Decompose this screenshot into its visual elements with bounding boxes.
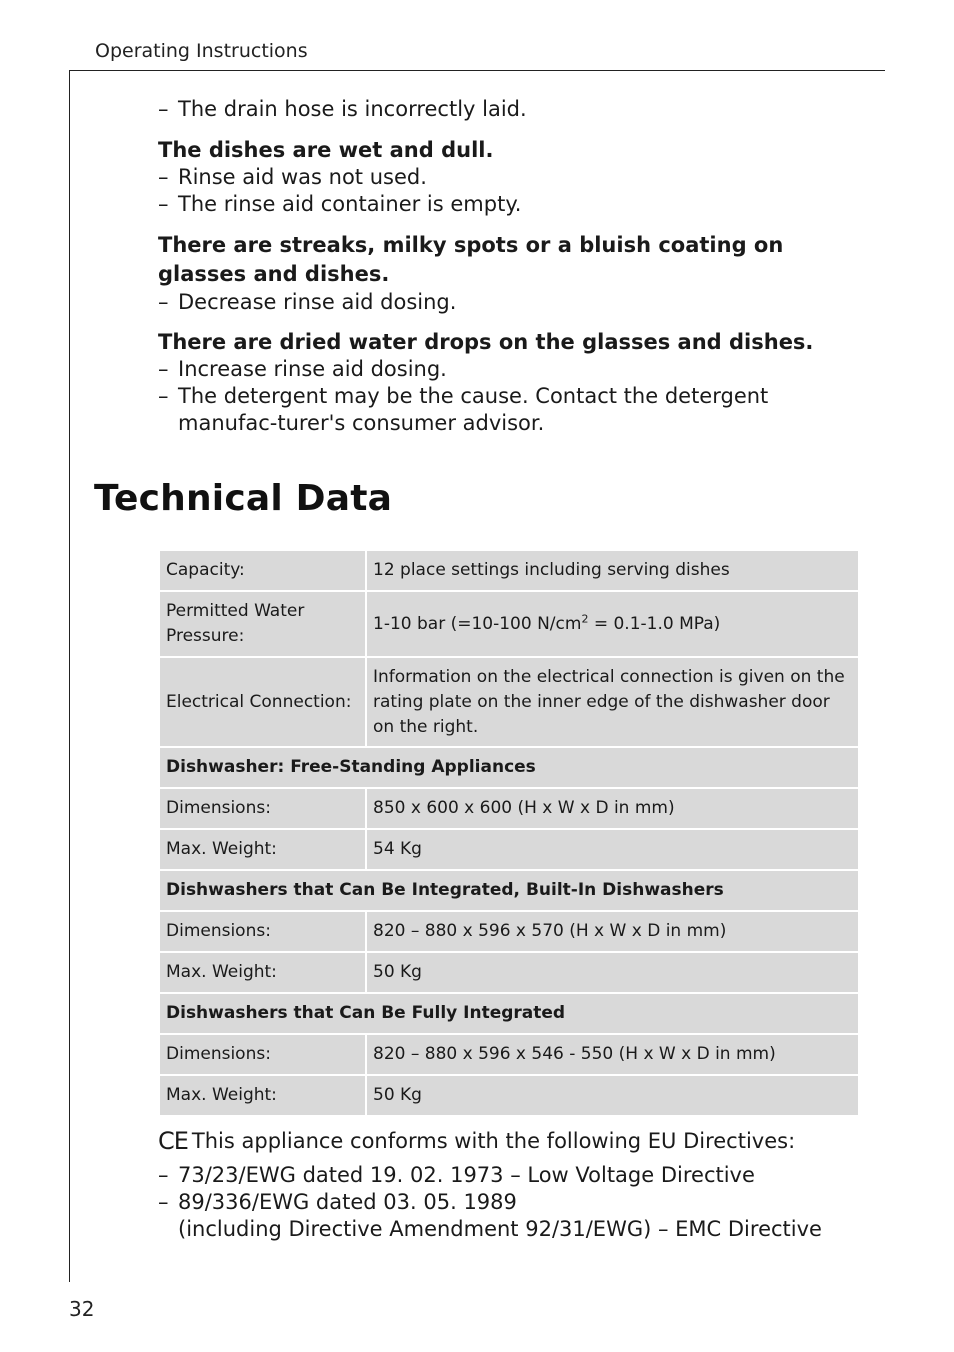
table-label: Capacity: <box>160 551 365 590</box>
table-label: Max. Weight: <box>160 953 365 992</box>
technical-data-table <box>158 549 860 1117</box>
page-number: 32 <box>69 1297 95 1321</box>
table-row <box>160 1076 858 1115</box>
list-item: – The rinse aid container is empty. <box>158 191 848 218</box>
table-label: Dimensions: <box>160 789 365 828</box>
ce-text: This appliance conforms with the following EU Directives: <box>191 1129 796 1153</box>
page-title: Technical Data <box>94 478 393 519</box>
table-section-row <box>160 871 858 910</box>
ce-statement <box>158 1128 795 1155</box>
table-label: Dimensions: <box>160 1035 365 1074</box>
troubleshooting-block <box>158 96 848 437</box>
table-value <box>367 592 858 656</box>
table-value: 850 x 600 x 600 (H x W x D in mm) <box>367 789 858 828</box>
list-item: – The drain hose is incorrectly laid. <box>158 96 848 123</box>
table-row <box>160 592 858 656</box>
list-item: – Rinse aid was not used. <box>158 164 848 191</box>
table-label: Permitted Water Pressure: <box>160 592 365 656</box>
table-value: 820 – 880 x 596 x 546 - 550 (H x W x D in mm) <box>367 1035 858 1074</box>
table-label: Max. Weight: <box>160 830 365 869</box>
table-value: 820 – 880 x 596 x 570 (H x W x D in mm) <box>367 912 858 951</box>
list-item: – Increase rinse aid dosing. <box>158 356 848 383</box>
table-row <box>160 953 858 992</box>
section-heading: There are dried water drops on the glasses and dishes. <box>158 330 814 354</box>
pressure-value: 1-10 bar (=10-100 N/cm <box>373 613 582 634</box>
section-heading: The dishes are wet and dull. <box>158 138 494 162</box>
section-heading: There are streaks, milky spots or a bluish coating on glasses and dishes. <box>158 233 784 286</box>
table-value: 50 Kg <box>367 953 858 992</box>
section-title: Dishwashers that Can Be Fully Integrated <box>160 994 858 1033</box>
table-section-row <box>160 994 858 1033</box>
header-rule <box>69 70 885 71</box>
running-header: Operating Instructions <box>95 40 308 62</box>
table-value: 12 place settings including serving dishes <box>367 551 858 590</box>
table-value: 50 Kg <box>367 1076 858 1115</box>
list-item: – 73/23/EWG dated 19. 02. 1973 – Low Voltage Directive <box>158 1162 848 1189</box>
margin-rule <box>69 70 70 1282</box>
table-value: Information on the electrical connection is given on the rating plate on the inner edge of the dishwasher door on the right. <box>367 658 858 746</box>
list-item-continuation: (including Directive Amendment 92/31/EWG) – EMC Directive <box>178 1217 822 1241</box>
table-row <box>160 658 858 746</box>
table-row <box>160 912 858 951</box>
directive-list <box>158 1162 848 1243</box>
table-row <box>160 1035 858 1074</box>
ce-mark-icon: CE <box>158 1127 188 1155</box>
list-item: – 89/336/EWG dated 03. 05. 1989 <box>158 1189 848 1216</box>
superscript: 2 <box>581 611 589 625</box>
pressure-value-end: = 0.1-1.0 MPa) <box>588 613 721 634</box>
section-title: Dishwasher: Free-Standing Appliances <box>160 748 858 787</box>
table-section-row <box>160 748 858 787</box>
table-value: 54 Kg <box>367 830 858 869</box>
table-row <box>160 551 858 590</box>
table-row <box>160 830 858 869</box>
list-item: – Decrease rinse aid dosing. <box>158 289 848 316</box>
section-title: Dishwashers that Can Be Integrated, Built-In Dishwashers <box>160 871 858 910</box>
table-label: Electrical Connection: <box>160 658 365 746</box>
table-label: Dimensions: <box>160 912 365 951</box>
table-label: Max. Weight: <box>160 1076 365 1115</box>
table-row <box>160 789 858 828</box>
list-item: – The detergent may be the cause. Contact the detergent manufac-turer's consumer advisor. <box>158 383 848 437</box>
